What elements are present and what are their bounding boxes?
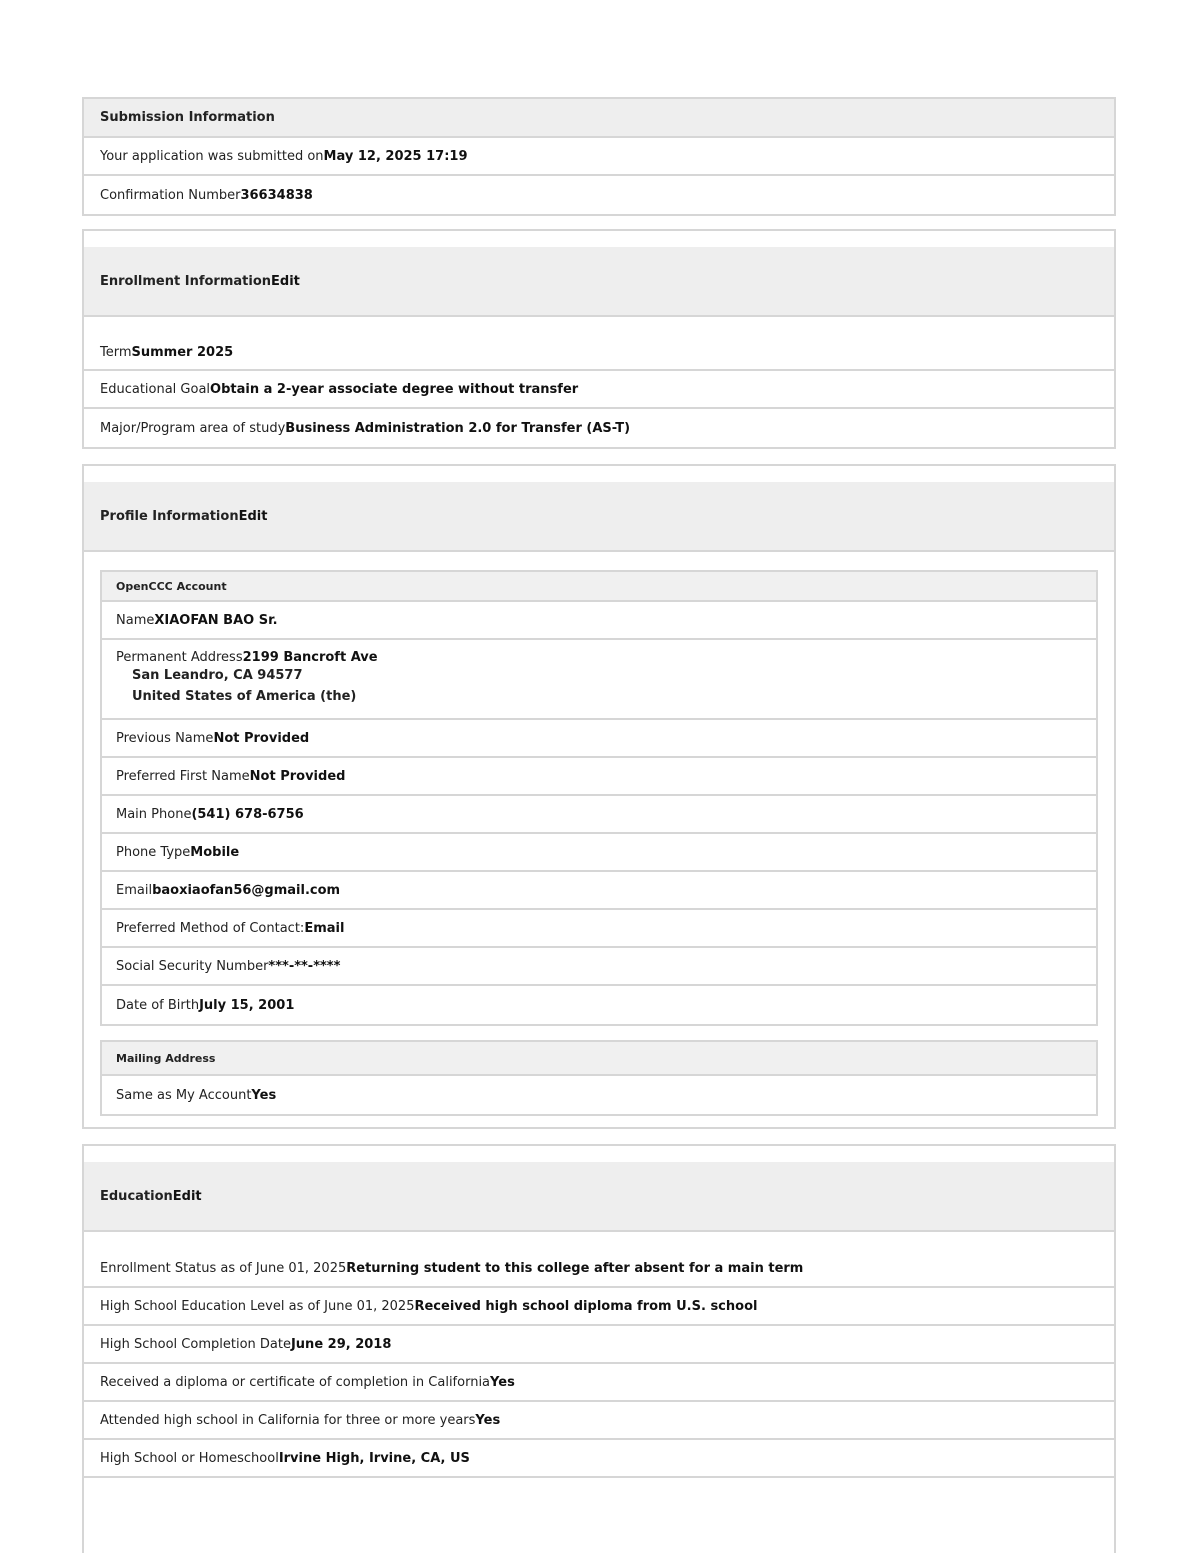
profile-panel (82, 464, 1116, 1129)
confirmation-value: 36634838 (240, 187, 313, 203)
account-row-previous-name: Previous Name Not Provided (102, 720, 1096, 758)
account-row-name: Name XIAOFAN BAO Sr. (102, 602, 1096, 640)
education-title: Education Edit (84, 1162, 1114, 1232)
confirmation-label: Confirmation Number (100, 187, 241, 203)
mailing-address-section (100, 1040, 1098, 1116)
education-row-ca-three-years: Attended high school in California for three or more years Yes (84, 1402, 1114, 1440)
mailing-address-title: Mailing Address (102, 1042, 1096, 1076)
education-row-hs-completion-date: High School Completion Date June 29, 2018 (84, 1326, 1114, 1364)
account-row-main-phone: Main Phone (541) 678-6756 (102, 796, 1096, 834)
education-row-high-school: High School or Homeschool Irvine High, Irvine, CA, US (84, 1440, 1114, 1478)
enrollment-row-major: Major/Program area of study Business Administration 2.0 for Transfer (AS-T) (100, 420, 631, 436)
address-line-3: United States of America (the) (132, 689, 357, 704)
openccc-account-section (100, 570, 1098, 1026)
submission-title: Submission Information (84, 99, 1114, 138)
account-row-contact-method: Preferred Method of Contact: Email (102, 910, 1096, 948)
education-edit-link[interactable]: Edit (172, 1188, 202, 1204)
enrollment-title: Enrollment Information Edit (84, 247, 1114, 317)
enrollment-panel (82, 229, 1116, 449)
education-row-enrollment-status: Enrollment Status as of June 01, 2025 Returning student to this college after absent for a main term (84, 1232, 1114, 1288)
address-line-2: San Leandro, CA 94577 (132, 668, 303, 683)
submitted-value: May 12, 2025 17:19 (323, 148, 468, 164)
enrollment-row-term: Term Summer 2025 (84, 317, 1114, 371)
confirmation-row (84, 176, 1114, 214)
profile-title: Profile Information Edit (84, 482, 1114, 552)
submitted-row (84, 138, 1114, 176)
account-row-preferred-name: Preferred First Name Not Provided (102, 758, 1096, 796)
profile-edit-link[interactable]: Edit (238, 508, 268, 524)
submitted-label: Your application was submitted on (100, 148, 324, 164)
account-row-address: Permanent Address2199 Bancroft Ave San Leandro, CA 94577 United States of America (the) (102, 640, 1096, 720)
account-row-dob: Date of Birth July 15, 2001 (116, 997, 295, 1013)
education-panel (82, 1144, 1116, 1553)
mailing-row-same: Same as My Account Yes (116, 1087, 277, 1103)
enrollment-row-goal: Educational Goal Obtain a 2-year associate degree without transfer (84, 371, 1114, 409)
education-row-ca-diploma: Received a diploma or certificate of completion in California Yes (84, 1364, 1114, 1402)
education-row-hs-level: High School Education Level as of June 01, 2025 Received high school diploma from U.S. school (84, 1288, 1114, 1326)
account-row-phone-type: Phone Type Mobile (102, 834, 1096, 872)
account-row-email: Email baoxiaofan56@gmail.com (102, 872, 1096, 910)
enrollment-edit-link[interactable]: Edit (271, 273, 300, 289)
account-row-ssn: Social Security Number ***-**-**** (102, 948, 1096, 986)
openccc-account-title: OpenCCC Account (102, 572, 1096, 602)
submission-panel (82, 97, 1116, 216)
